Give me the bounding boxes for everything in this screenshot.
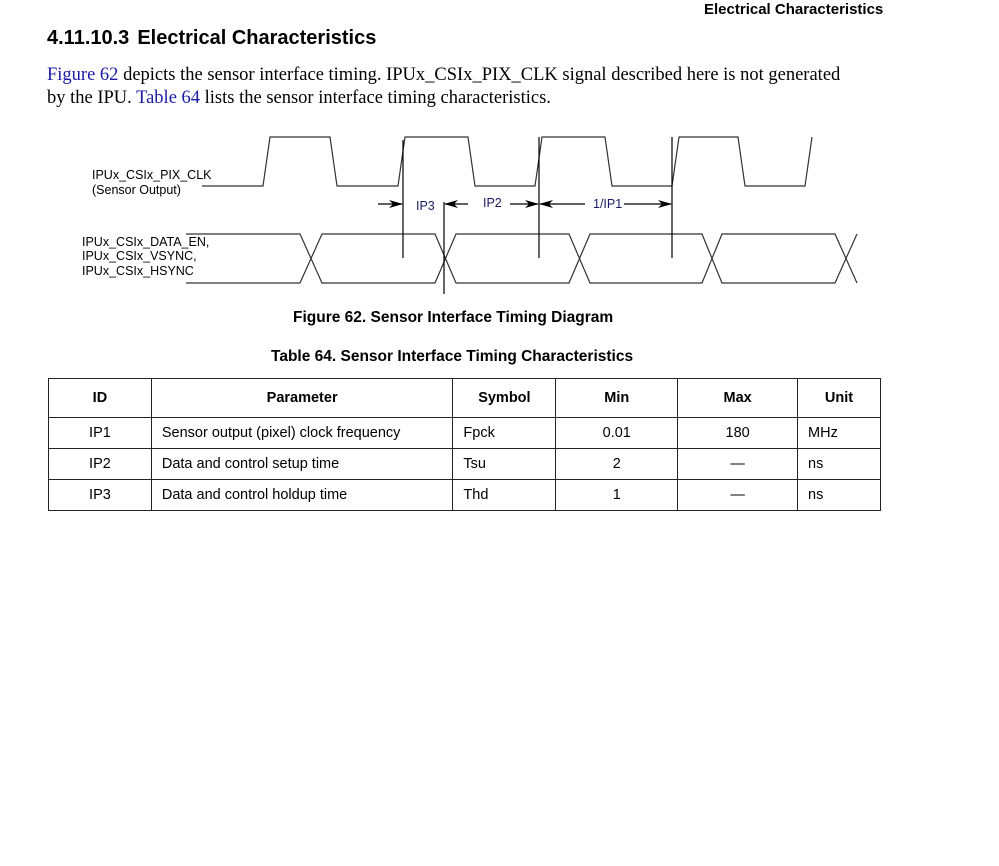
clock-waveform	[202, 137, 812, 186]
cell-parameter: Data and control setup time	[151, 449, 453, 480]
header-max: Max	[678, 379, 798, 418]
table-row	[49, 449, 881, 480]
header-id: ID	[49, 379, 152, 418]
figure-caption: Figure 62. Sensor Interface Timing Diagram	[293, 309, 614, 326]
cell-id: IP3	[49, 480, 152, 511]
cell-symbol: Fpck	[453, 418, 556, 449]
cell-symbol: Thd	[453, 480, 556, 511]
cell-parameter: Sensor output (pixel) clock frequency	[151, 418, 453, 449]
hsync-signal-label: IPUx_CSIx_HSYNC	[82, 264, 194, 278]
data-en-signal-label: IPUx_CSIx_DATA_EN,	[82, 235, 210, 249]
table-header-row	[49, 379, 881, 418]
cell-symbol: Tsu	[453, 449, 556, 480]
ip2-label: IP2	[483, 196, 502, 210]
data-bus-top-rail	[186, 234, 857, 283]
table-caption: Table 64. Sensor Interface Timing Characteristics	[271, 348, 634, 365]
section-title	[47, 27, 376, 50]
data-bus-bottom-rail	[186, 234, 857, 283]
section-number: 4.11.10.3	[47, 27, 130, 49]
vsync-signal-label: IPUx_CSIx_VSYNC,	[82, 249, 197, 263]
cell-max: —	[678, 480, 798, 511]
timing-diagram	[0, 120, 999, 305]
header-unit: Unit	[798, 379, 881, 418]
figure-62-link[interactable]: Figure 62	[47, 65, 119, 85]
cell-unit: ns	[798, 449, 881, 480]
intro-text-1: depicts the sensor interface timing. IPUx_CSIx_PIX_CLK signal described here is not generated by the IPU.	[47, 65, 841, 108]
section-title-text: Electrical Characteristics	[137, 27, 377, 49]
header-min: Min	[556, 379, 678, 418]
clock-signal-label: IPUx_CSIx_PIX_CLK	[92, 168, 212, 182]
intro-text-2: lists the sensor interface timing characteristics.	[200, 88, 551, 108]
clock-signal-sublabel: (Sensor Output)	[92, 183, 181, 197]
intro-paragraph	[47, 64, 847, 110]
cell-min: 2	[556, 449, 678, 480]
ip1-label: 1/IP1	[593, 197, 623, 211]
table-64-link[interactable]: Table 64	[136, 88, 201, 108]
cell-parameter: Data and control holdup time	[151, 480, 453, 511]
cell-unit: MHz	[798, 418, 881, 449]
header-symbol: Symbol	[453, 379, 556, 418]
ip3-label: IP3	[416, 199, 435, 213]
cell-min: 1	[556, 480, 678, 511]
cell-max: 180	[678, 418, 798, 449]
cell-min: 0.01	[556, 418, 678, 449]
table-row	[49, 480, 881, 511]
timing-characteristics-table	[48, 378, 881, 511]
cell-unit: ns	[798, 480, 881, 511]
cell-id: IP2	[49, 449, 152, 480]
running-header: Electrical Characteristics	[704, 1, 884, 18]
cell-id: IP1	[49, 418, 152, 449]
table-row	[49, 418, 881, 449]
cell-max: —	[678, 449, 798, 480]
header-parameter: Parameter	[151, 379, 453, 418]
